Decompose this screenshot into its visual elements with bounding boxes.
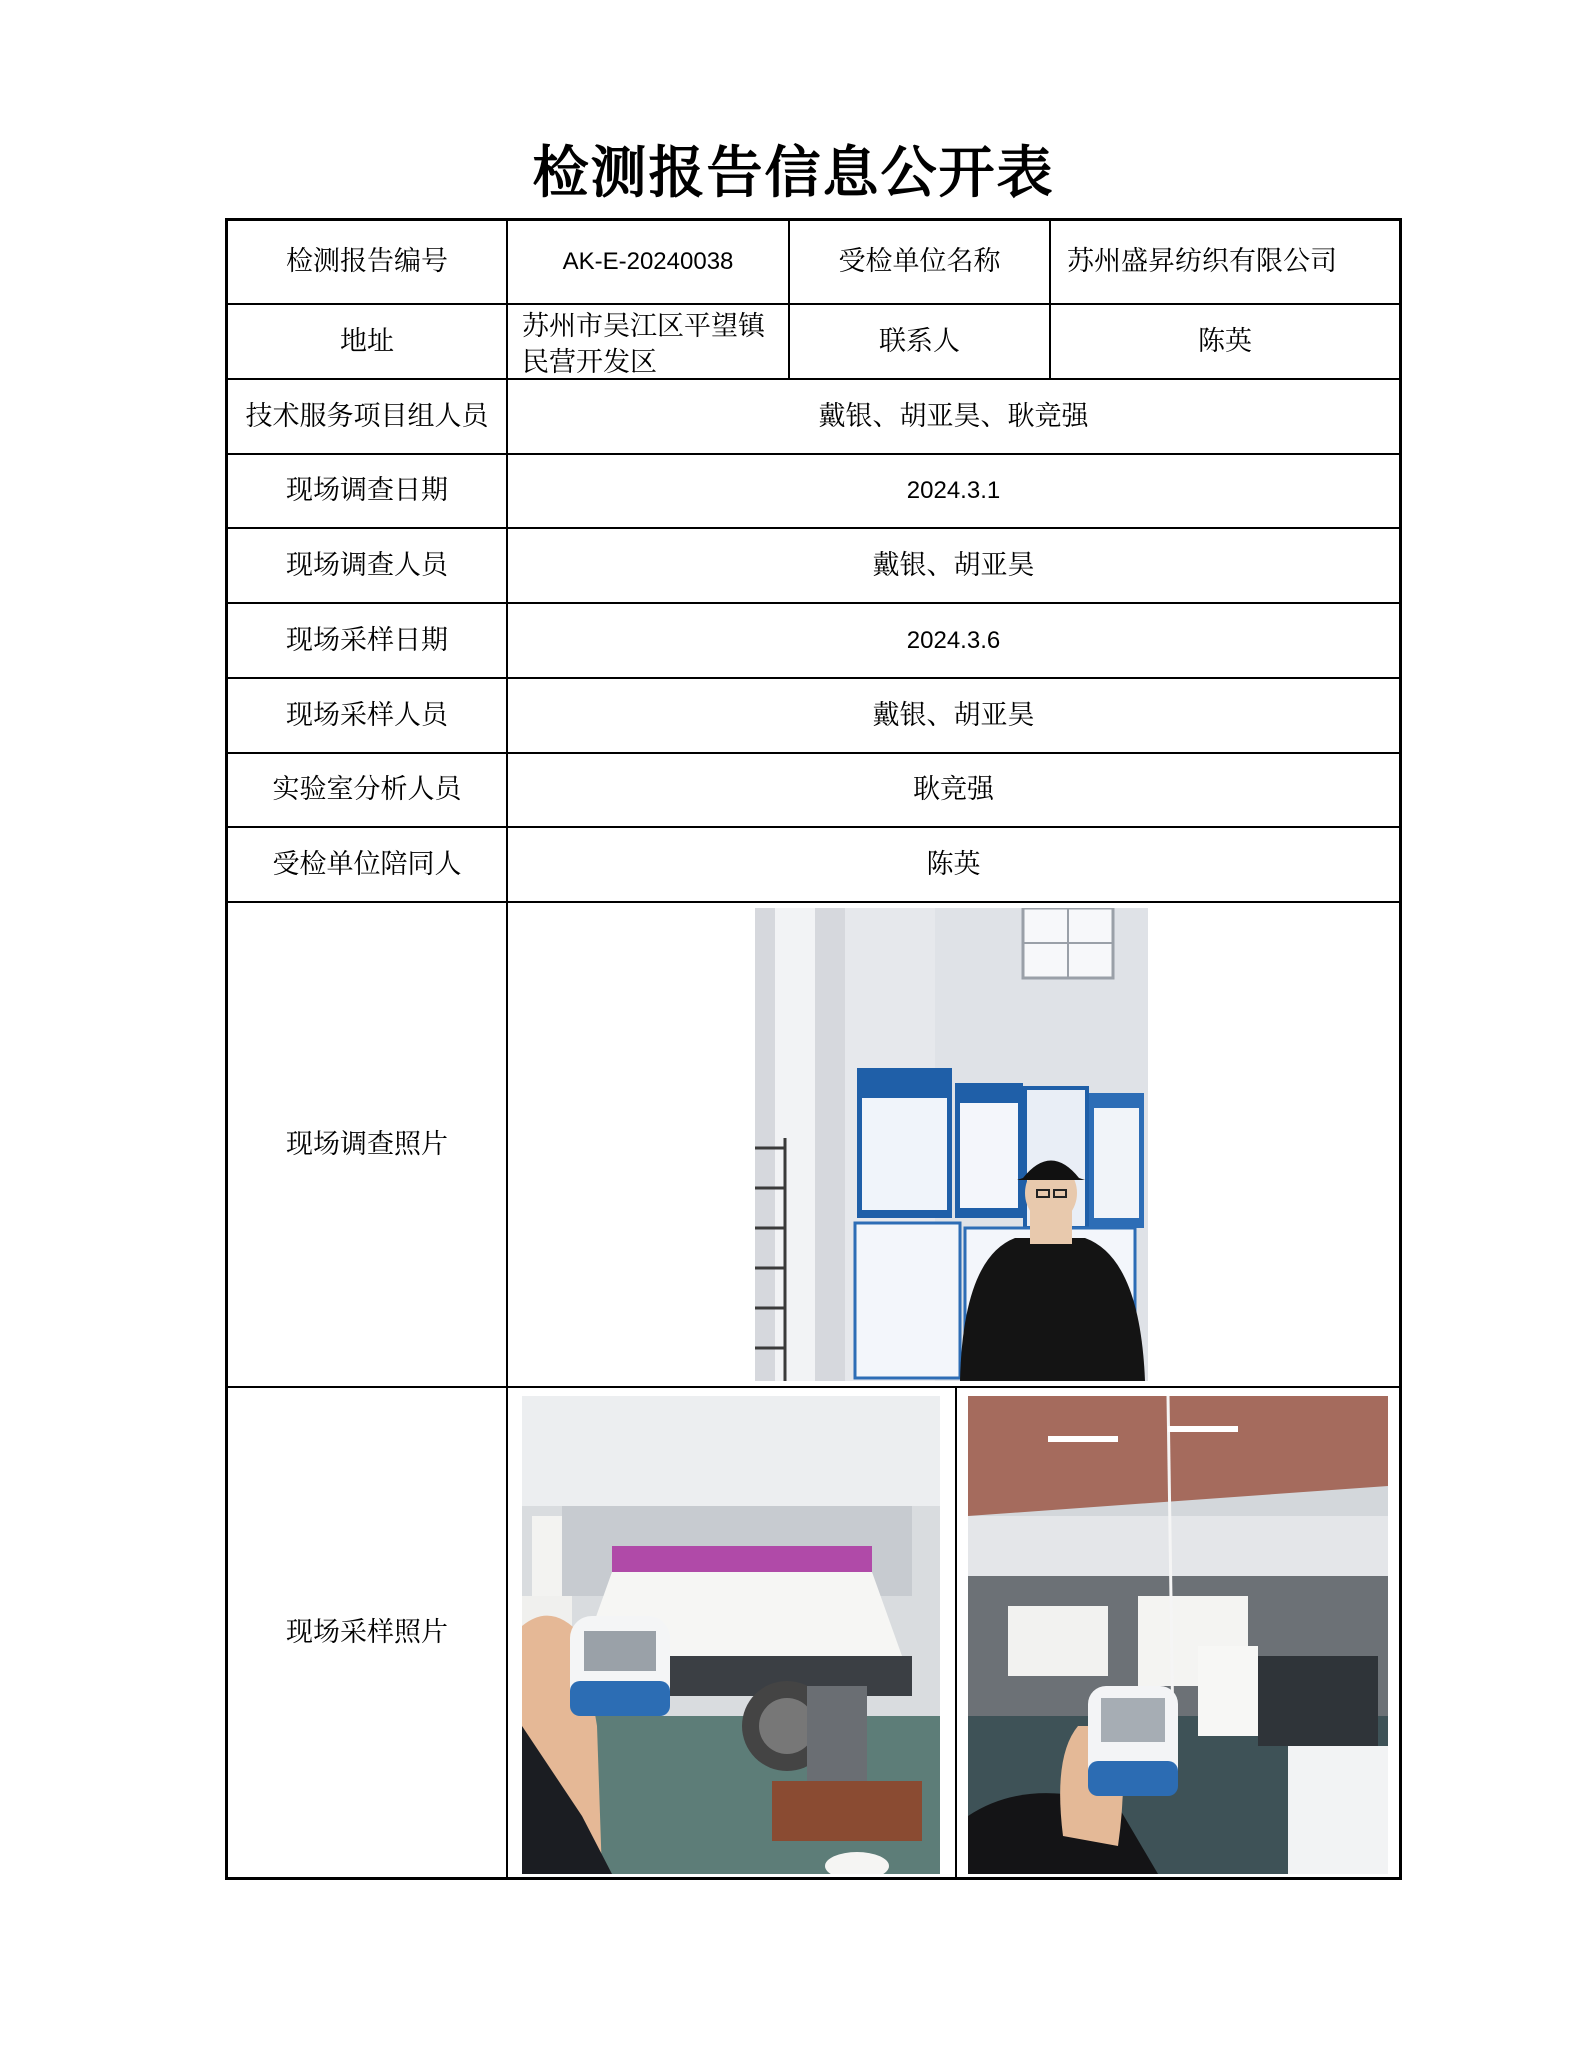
survey-photo-label: 现场调查照片 bbox=[286, 1128, 448, 1160]
sampling-staff-label: 现场采样人员 bbox=[286, 699, 448, 731]
lab-analyst-label: 实验室分析人员 bbox=[272, 774, 462, 805]
inspected-unit-value: 苏州盛昇纺织有限公司 bbox=[1067, 246, 1337, 277]
inspected-unit-label: 受检单位名称 bbox=[838, 246, 1001, 277]
report-number-value: AK-E-20240038 bbox=[562, 248, 734, 275]
page-title: 检测报告信息公开表 bbox=[532, 140, 1055, 206]
survey-staff-value: 戴银、胡亚昊 bbox=[872, 549, 1035, 581]
survey-photo bbox=[755, 908, 1148, 1381]
info-table bbox=[225, 218, 1402, 1880]
address-value: 苏州市吴江区平望镇民营开发区 bbox=[522, 311, 765, 378]
contact-value: 陈英 bbox=[1198, 325, 1252, 357]
escort-value: 陈英 bbox=[926, 848, 981, 880]
sampling-staff-value: 戴银、胡亚昊 bbox=[872, 699, 1035, 731]
sampling-photo-2 bbox=[968, 1396, 1388, 1874]
survey-staff-label: 现场调查人员 bbox=[286, 549, 448, 581]
address-label: 地址 bbox=[340, 325, 394, 357]
team-label: 技术服务项目组人员 bbox=[245, 400, 489, 432]
sampling-date-label: 现场采样日期 bbox=[286, 624, 448, 656]
escort-label: 受检单位陪同人 bbox=[272, 848, 462, 880]
survey-date-label: 现场调查日期 bbox=[286, 475, 448, 506]
sampling-date-value: 2024.3.6 bbox=[906, 626, 1001, 654]
team-value: 戴银、胡亚昊、耿竞强 bbox=[818, 400, 1089, 432]
sampling-photo-label: 现场采样照片 bbox=[286, 1616, 448, 1648]
report-number-label: 检测报告编号 bbox=[286, 246, 448, 277]
lab-analyst-value: 耿竞强 bbox=[913, 774, 994, 805]
survey-date-value: 2024.3.1 bbox=[906, 477, 1001, 504]
contact-label: 联系人 bbox=[879, 325, 960, 357]
sampling-photo-1 bbox=[522, 1396, 940, 1874]
